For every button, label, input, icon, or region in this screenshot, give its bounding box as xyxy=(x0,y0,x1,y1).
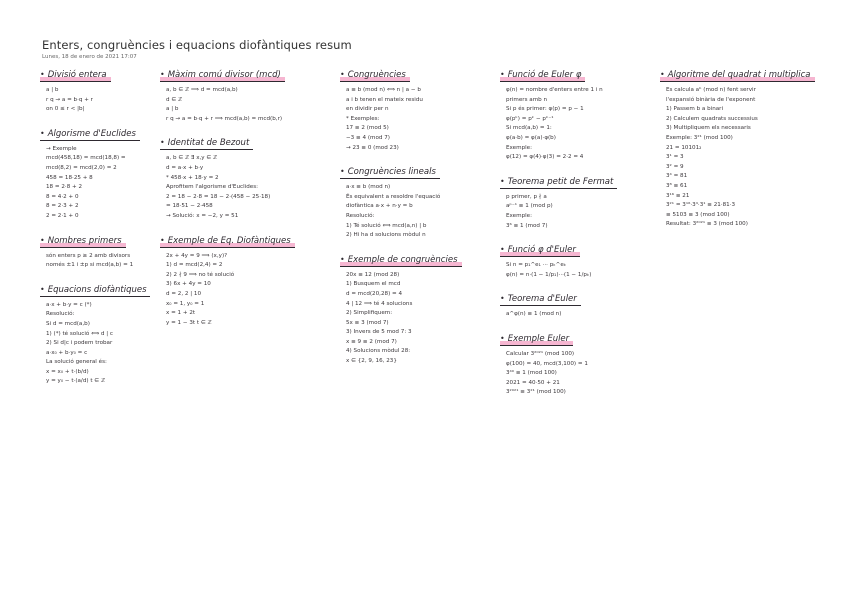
note-line: 17 ≡ 2 (mod 5) xyxy=(346,125,389,132)
section-heading: • Congruències lineals xyxy=(340,167,440,179)
note-line: 3² = 9 xyxy=(666,163,684,170)
note-line: mcd(458,18) = mcd(18,8) = xyxy=(46,155,126,162)
note-line: diofàntica a·x + n·y = b xyxy=(346,203,413,210)
note-line: l'expansió binària de l'exponent xyxy=(666,96,756,103)
note-line: d = 2, 2 | 10 xyxy=(166,290,202,297)
note-line: y = y₀ − t·(a/d) t ∈ ℤ xyxy=(46,378,106,385)
note-line: Exemple: 3²¹ (mod 100) xyxy=(666,134,733,141)
note-line: 458 = 18·25 + 8 xyxy=(46,174,93,181)
note-section xyxy=(500,62,640,163)
note-line: Calcular 3²⁰²¹ (mod 100) xyxy=(506,350,575,357)
column-4 xyxy=(500,62,640,404)
note-line: a^φ(n) ≡ 1 (mod n) xyxy=(506,311,562,318)
note-line: És equivalent a resoldre l'equació xyxy=(346,193,441,200)
note-line: a, b ∈ ℤ ∃ x,y ∈ ℤ xyxy=(166,155,218,162)
note-line: x ∈ {2, 9, 16, 23} xyxy=(346,358,397,365)
note-line: 2) Si d|c i podem trobar xyxy=(46,340,113,347)
note-line: només ±1 i ±p si mcd(a,b) = 1 xyxy=(46,262,134,269)
note-section xyxy=(160,228,320,329)
section-heading: • Equacions diofàntiques xyxy=(40,285,150,297)
note-line: φ(12) = φ(4)·φ(3) = 2·2 = 4 xyxy=(506,154,584,161)
note-line: x₀ = 1, y₀ = 1 xyxy=(166,300,205,307)
note-line: Aprofitem l'algorisme d'Euclides: xyxy=(166,184,258,191)
note-line: φ(100) = 40, mcd(3,100) = 1 xyxy=(506,360,588,367)
note-line: 8 = 2·3 + 2 xyxy=(46,203,79,210)
note-section xyxy=(40,228,150,271)
note-line: 2) Calculem quadrats successius xyxy=(666,115,758,122)
section-heading: • Funció φ d'Euler xyxy=(500,245,580,257)
note-line: 4) Solucions mòdul 28: xyxy=(346,348,411,355)
note-line: 3²⁰²¹ ≡ 3²¹ (mod 100) xyxy=(506,389,566,396)
section-heading: • Teorema petit de Fermat xyxy=(500,177,617,189)
note-line: a·x + b·y = c (*) xyxy=(46,301,92,308)
note-line: en dividir per n xyxy=(346,106,389,113)
note-line: y = 1 − 3t t ∈ ℤ xyxy=(166,319,212,326)
note-line: 1) (*) té solució ⟺ d | c xyxy=(46,330,114,337)
note-line: 1) Busquem el mcd xyxy=(346,281,401,288)
note-line: són enters p ≥ 2 amb divisors xyxy=(46,252,131,259)
section-heading: • Congruències xyxy=(340,70,410,82)
section-heading: • Divisió entera xyxy=(40,70,111,82)
note-line: 3⁴ = 81 xyxy=(666,173,688,180)
note-line: Resultat: 3²⁰²¹ ≡ 3 (mod 100) xyxy=(666,221,748,228)
note-line: Si n = p₁^e₁ ··· pₖ^eₖ xyxy=(506,262,567,269)
note-line: 3¹⁶ ≡ 21 xyxy=(666,192,690,199)
note-line: * 458·x + 18·y = 2 xyxy=(166,174,219,181)
note-line: = 18·51 − 2·458 xyxy=(166,203,213,210)
note-line: 3) Multipliquem els necessaris xyxy=(666,125,751,132)
note-line: a·x₀ + b·y₀ = c xyxy=(46,349,88,356)
note-line: 3²¹ = 3¹⁶·3⁴·3¹ ≡ 21·81·3 xyxy=(666,202,736,209)
note-section xyxy=(340,159,490,241)
note-section xyxy=(500,286,640,320)
note-line: * Exemples: xyxy=(346,115,380,122)
note-section xyxy=(40,121,150,222)
note-line: 5x ≡ 3 (mod 7) xyxy=(346,319,389,326)
page-title: Enters, congruències i equacions diofàntiques resum xyxy=(42,38,352,52)
column-3 xyxy=(340,62,490,373)
note-line: a, b ∈ ℤ ⟹ d = mcd(a,b) xyxy=(166,87,238,93)
note-line: 3⁴⁰ ≡ 1 (mod 100) xyxy=(506,370,557,377)
note-line: 2) Hi ha d solucions mòdul n xyxy=(346,232,426,239)
note-section xyxy=(500,237,640,280)
column-5 xyxy=(660,62,830,236)
note-line: 3) Invers de 5 mod 7: 3 xyxy=(346,329,412,336)
note-line: 3¹ = 3 xyxy=(666,154,684,161)
note-section xyxy=(40,277,150,387)
section-heading: • Funció de Euler φ xyxy=(500,70,585,82)
note-line: Si d = mcd(a,b) xyxy=(46,320,90,327)
note-line: x = 1 + 2t xyxy=(166,310,196,317)
section-heading: • Exemple de congruències xyxy=(340,255,462,267)
note-line: φ(a·b) = φ(a)·φ(b) xyxy=(506,134,556,141)
note-line: 2 = 2·1 + 0 xyxy=(46,212,79,219)
note-line: 21 = 10101₂ xyxy=(666,144,702,151)
section-heading: • Exemple Euler xyxy=(500,334,573,346)
note-section xyxy=(160,130,320,221)
note-line: → Exemple xyxy=(46,145,77,152)
section-heading: • Teorema d'Euler xyxy=(500,294,581,306)
note-line: −3 ≡ 4 (mod 7) xyxy=(346,134,390,141)
note-line: Resolució: xyxy=(46,311,75,318)
section-heading: • Màxim comú divisor (mcd) xyxy=(160,70,285,82)
note-line: 3⁸ ≡ 61 xyxy=(666,182,688,189)
note-line: d = a·x + b·y xyxy=(166,164,204,171)
note-line: 3⁶ ≡ 1 (mod 7) xyxy=(506,222,548,229)
note-line: ≡ 5103 ≡ 3 (mod 100) xyxy=(666,211,730,218)
note-line: on 0 ≤ r < |b| xyxy=(46,106,85,113)
note-section xyxy=(500,326,640,398)
section-heading: • Algorisme d'Euclides xyxy=(40,129,140,141)
note-line: 2x + 4y = 9 ⟹ (x,y)? xyxy=(166,252,228,259)
note-line: x = x₀ + t·(b/d) xyxy=(46,368,89,375)
column-2 xyxy=(160,62,320,334)
note-line: Exemple: xyxy=(506,212,532,219)
note-line: 1) Té solució ⟺ mcd(a,n) | b xyxy=(346,222,427,229)
note-line: 8 = 4·2 + 0 xyxy=(46,193,79,200)
note-line: 1) d = mcd(2,4) = 2 xyxy=(166,262,223,269)
note-line: primers amb n xyxy=(506,96,548,103)
note-line: mcd(8,2) = mcd(2,0) = 2 xyxy=(46,164,117,171)
note-section xyxy=(340,62,490,153)
note-line: Exemple: xyxy=(506,144,532,151)
note-line: r q → a = b·q + r ⟹ mcd(a,b) = mcd(b,r) xyxy=(166,115,283,122)
note-line: x ≡ 9 ≡ 2 (mod 7) xyxy=(346,338,397,345)
note-section xyxy=(340,247,490,367)
note-line: φ(pᵏ) = pᵏ − pᵏ⁻¹ xyxy=(506,115,554,122)
note-line: Si mcd(a,b) = 1: xyxy=(506,125,552,132)
note-section xyxy=(40,62,150,115)
note-line: a·x ≡ b (mod n) xyxy=(346,184,391,191)
note-line: Resolució: xyxy=(346,212,375,219)
note-line: Es calcula aᵇ (mod n) fent servir xyxy=(666,87,756,93)
note-line: 2) Simplifiquem: xyxy=(346,310,393,317)
note-line: d ∈ ℤ xyxy=(166,96,183,103)
note-line: 18 = 2·8 + 2 xyxy=(46,184,83,191)
note-line: d = mcd(20,28) = 4 xyxy=(346,290,403,297)
note-line: p primer, p ∤ a xyxy=(506,193,547,200)
page-date: Lunes, 18 de enero de 2021 17:07 xyxy=(42,54,137,60)
column-1 xyxy=(40,62,150,393)
section-heading: • Identitat de Bezout xyxy=(160,138,253,150)
note-line: Si p és primer: φ(p) = p − 1 xyxy=(506,106,584,113)
note-line: 4 | 12 ⟹ té 4 solucions xyxy=(346,300,413,307)
note-line: 2) 2 ∤ 9 ⟹ no té solució xyxy=(166,271,235,278)
note-line: → 23 ≡ 0 (mod 23) xyxy=(346,144,399,151)
note-line: 2021 = 40·50 + 21 xyxy=(506,379,560,386)
section-heading: • Nombres primers xyxy=(40,236,126,248)
note-line: φ(n) = nombre d'enters entre 1 i n xyxy=(506,87,603,93)
note-line: → Solució: x = −2, y = 51 xyxy=(166,212,239,219)
note-line: 20x ≡ 12 (mod 28) xyxy=(346,271,400,278)
note-section xyxy=(160,62,320,124)
section-heading: • Algoritme del quadrat i multiplica xyxy=(660,70,815,82)
note-line: aᵖ⁻¹ ≡ 1 (mod p) xyxy=(506,203,553,210)
note-line: 2 = 18 − 2·8 = 18 − 2·(458 − 25·18) xyxy=(166,193,271,200)
note-line: 3) 6x + 4y = 10 xyxy=(166,281,211,288)
note-line: a i b tenen el mateix residu xyxy=(346,96,423,103)
note-line: a | b xyxy=(166,106,179,113)
note-line: r q → a = b·q + r xyxy=(46,96,93,103)
note-line: φ(n) = n·(1 − 1/p₁)···(1 − 1/pₖ) xyxy=(506,271,592,278)
note-line: a ≡ b (mod n) ⟺ n | a − b xyxy=(346,87,421,93)
note-line: La solució general és: xyxy=(46,359,107,366)
note-section xyxy=(660,62,830,230)
note-line: a | b xyxy=(46,87,59,93)
section-heading: • Exemple de Eq. Diofàntiques xyxy=(160,236,295,248)
note-line: 1) Passem b a binari xyxy=(666,106,724,113)
note-section xyxy=(500,169,640,231)
